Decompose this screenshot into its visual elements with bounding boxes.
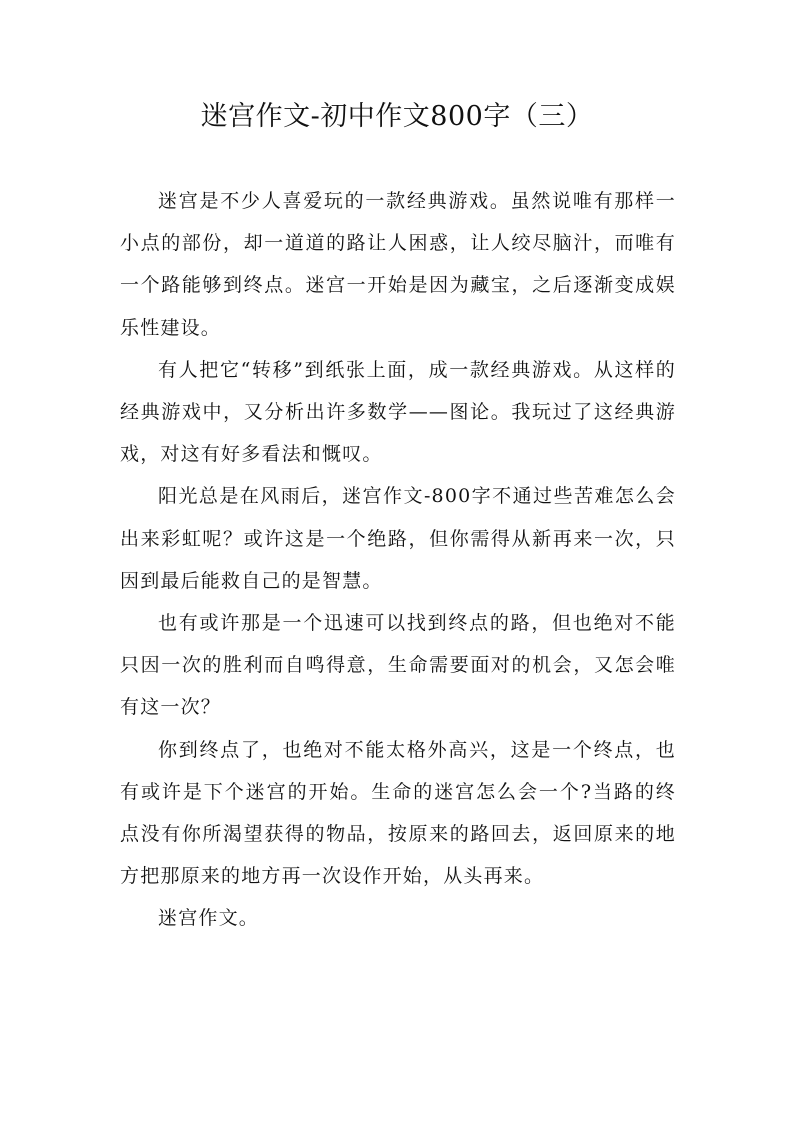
paragraph: 迷宫是不少人喜爱玩的一款经典游戏。虽然说唯有那样一小点的部份，却一道道的路让人困惑，让人绞尽脑汁，而唯有一个路能够到终点。迷宫一开始是因为藏宝，之后逐渐变成娱乐性建设。 [120,190,676,339]
paragraph: 阳光总是在风雨后，迷宫作文-800字不通过些苦难怎么会出来彩虹呢？或许这是一个绝路，但你需得从新再来一次，只因到最后能救自己的是智慧。 [120,485,676,592]
paragraph: 你到终点了，也绝对不能太格外高兴，这是一个终点，也有或许是下个迷宫的开始。生命的迷宫怎么会一个?当路的终点没有你所渴望获得的物品，按原来的路回去，返回原来的地方把那原来的地方再一次设作开始，从头再来。 [120,738,676,888]
paragraph: 有人把它“转移”到纸张上面，成一款经典游戏。从这样的经典游戏中，又分析出许多数学——图论。我玩过了这经典游戏，对这有好多看法和慨叹。 [120,358,676,466]
document-title: 迷宫作文-初中作文800字（三） [200,101,594,132]
document-body [120,180,676,940]
paragraph: 迷宫作文。 [158,907,260,930]
paragraph: 也有或许那是一个迅速可以找到终点的路，但也绝对不能只因一次的胜利而自鸣得意，生命需要面对的机会，又怎会唯有这一次？ [120,612,676,719]
